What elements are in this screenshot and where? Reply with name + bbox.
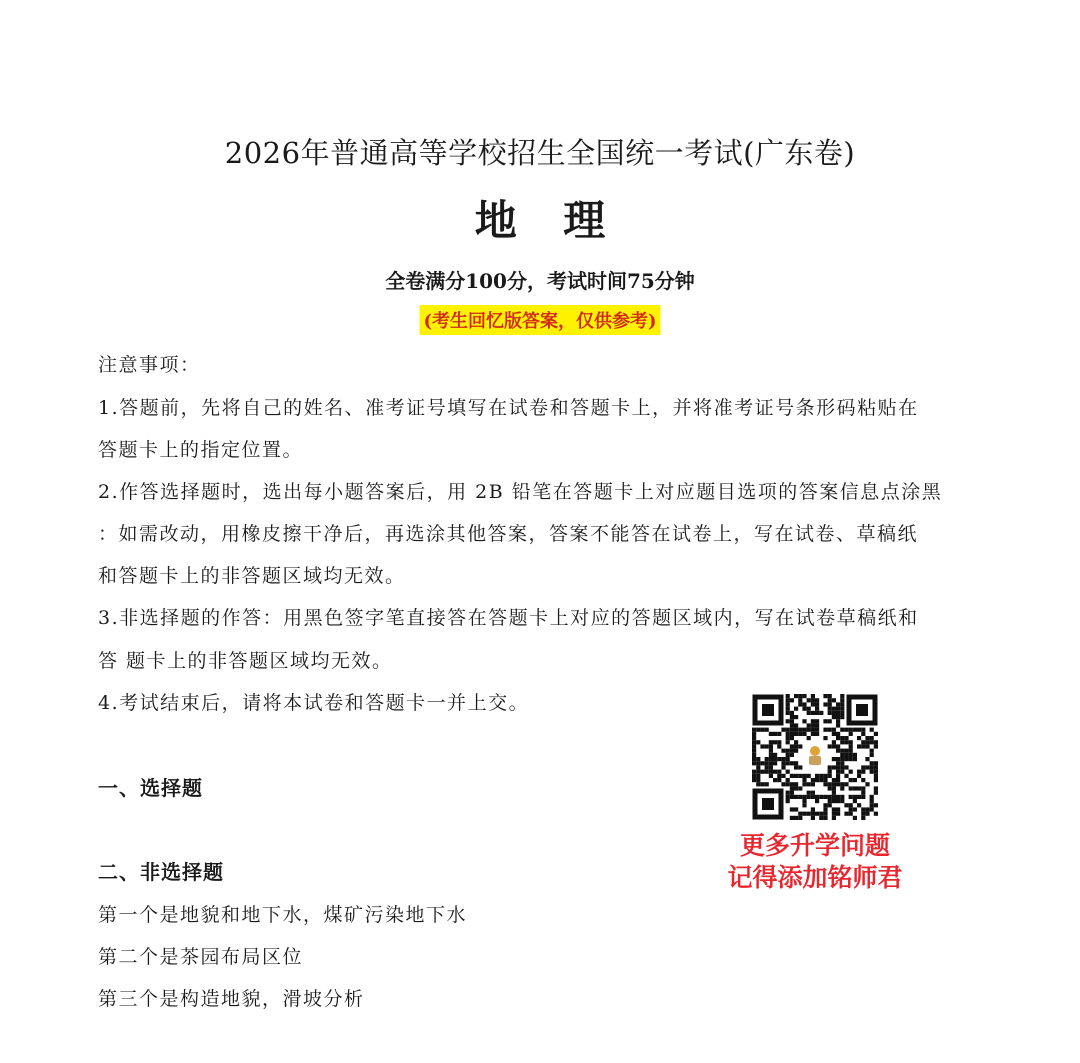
exam-title: 2026年普通高等学校招生全国统一考试(广东卷) — [224, 136, 856, 170]
promo-line-1: 更多升学问题 — [739, 831, 890, 860]
note-item-1-line-1: 1.答题前，先将自己的姓名、准考证号填写在试卷和答题卡上，并将准考证号条形码粘贴在 — [98, 397, 919, 419]
note-item-4: 4.考试结束后，请将本试卷和答题卡一并上交。 — [98, 692, 530, 714]
subject-title: 地 理 — [474, 196, 622, 245]
answer-item: 第一个是地貌和地下水，煤矿污染地下水 — [98, 904, 468, 926]
answer-item: 第二个是茶园布局区位 — [98, 946, 304, 968]
note-item-2-line-2: ：如需改动，用橡皮擦干净后，再选涂其他答案，答案不能答在试卷上，写在试卷、草稿纸 — [98, 523, 919, 545]
notes-heading: 注意事项： — [98, 354, 201, 376]
note-item-2-line-3: 和答题卡上的非答题区域均无效。 — [98, 565, 406, 587]
note-item-3-line-1: 3.非选择题的作答：用黑色签字笔直接答在答题卡上对应的答题区域内，写在试卷草稿纸和 — [98, 607, 919, 629]
answer-item: 第三个是构造地貌，滑坡分析 — [98, 988, 365, 1010]
note-item-1-line-2: 答题卡上的指定位置。 — [98, 439, 304, 461]
score-time-line: 全卷满分100分，考试时间75分钟 — [385, 269, 695, 293]
promo-line-2: 记得添加铭师君 — [727, 863, 903, 892]
section-choice-heading: 一、选择题 — [98, 776, 203, 800]
section-nonchoice-heading: 二、非选择题 — [98, 860, 224, 884]
recall-version-note: (考生回忆版答案，仅供参考) — [419, 305, 660, 335]
note-item-3-line-2: 答 题卡上的非答题区域均无效。 — [98, 650, 393, 672]
qr-code-icon[interactable] — [752, 694, 878, 820]
note-item-2-line-1: 2.作答选择题时，选出每小题答案后，用 2B 铅笔在答题卡上对应题目选项的答案信息点涂黑 — [98, 481, 943, 503]
